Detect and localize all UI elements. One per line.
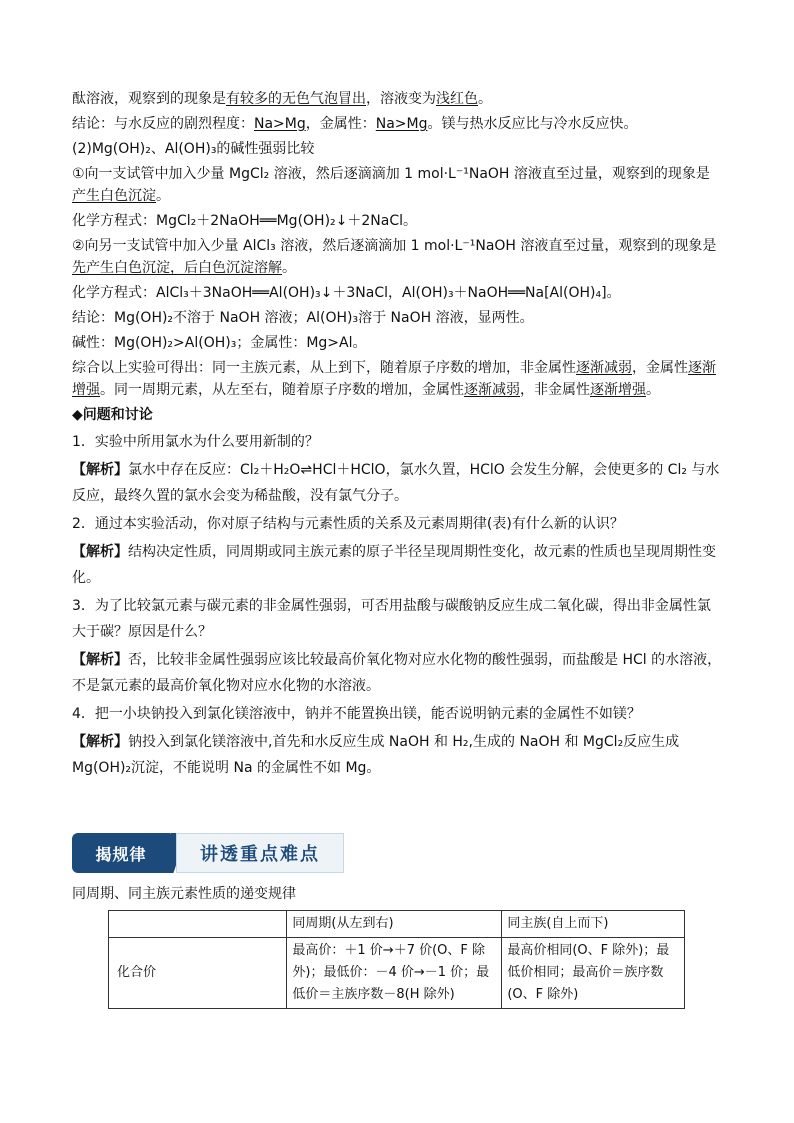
answer [72, 729, 722, 781]
answer-blank: 逐渐减弱 [576, 360, 632, 376]
answer-blank: 产生白色沉淀 [72, 188, 156, 204]
text-line [72, 113, 722, 135]
answer [72, 457, 722, 509]
table-cell: 最高价：＋1 价→＋7 价(O、F 除外)；最低价：－4 价→－1 价；最低价＝主族序数－8(H 除外) [287, 938, 502, 1009]
text-segment: 化学方程式：AlCl₃＋3NaOH══Al(OH)₃↓＋3NaCl，Al(OH)₃＋NaOH══Na[Al(OH)₄]。 [72, 285, 621, 301]
question: 2．通过本实验活动，你对原子结构与元素性质的关系及元素周期律(表)有什么新的认识？ [72, 516, 624, 532]
analysis-tag: 【解析】 [72, 544, 128, 560]
answer-blank: Na>Mg [375, 116, 428, 132]
text-line [72, 88, 722, 110]
text-segment: 化学方程式：MgCl₂＋2NaOH══Mg(OH)₂↓＋2NaCl。 [72, 213, 418, 229]
banner-title: 讲透重点难点 [176, 833, 344, 873]
analysis-text: 氯水中存在反应：Cl₂＋H₂O⇌HCl＋HClO，氯水久置，HClO 会发生分解，会使更多的 Cl₂ 与水反应，最终久置的氯水会变为稀盐酸，没有氯气分子。 [72, 462, 720, 504]
analysis-tag: 【解析】 [72, 462, 128, 478]
table-header-row [109, 911, 685, 938]
text-segment: 。 [646, 382, 660, 398]
text-segment: ①向一支试管中加入少量 MgCl₂ 溶液，然后逐滴滴加 1 mol·L⁻¹NaOH 溶液直至过量，观察到的现象是 [72, 166, 710, 182]
text-line [72, 357, 722, 401]
answer [72, 647, 722, 699]
section-heading: ◆问题和讨论 [72, 407, 153, 423]
text-segment: 。镁与热水反应比与冷水反应快。 [427, 116, 638, 132]
section-banner [72, 833, 344, 873]
text-segment: ②向另一支试管中加入少量 AlCl₃ 溶液，然后逐滴滴加 1 mol·L⁻¹NaOH 溶液直至过量，观察到的现象是 [72, 238, 717, 254]
property-table [108, 910, 685, 1009]
text-line [72, 235, 722, 279]
answer-blank: 有较多的无色气泡冒出 [226, 91, 366, 107]
text-line [72, 163, 722, 207]
text-segment: ，溶液变为 [366, 91, 436, 107]
analysis-text: 钠投入到氯化镁溶液中,首先和水反应生成 NaOH 和 H₂,生成的 NaOH 和 MgCl₂反应生成 Mg(OH)₂沉淀，不能说明 Na 的金属性不如 Mg。 [72, 734, 680, 776]
question: 1．实验中所用氯水为什么要用新制的？ [72, 434, 319, 450]
answer-blank: Na>Mg [254, 116, 306, 132]
experiment-text [72, 88, 722, 401]
text-line [72, 332, 722, 354]
text-line [72, 282, 722, 304]
text-line [72, 307, 722, 329]
banner-label: 揭规律 [72, 833, 170, 873]
text-segment: 。 [478, 91, 492, 107]
answer [72, 539, 722, 591]
table-cell: 最高价相同(O、F 除外)；最低价相同；最高价＝族序数(O、F 除外) [502, 938, 685, 1009]
text-segment: (2)Mg(OH)₂、Al(OH)₃的碱性强弱比较 [72, 141, 315, 157]
text-segment: 。同一周期元素，从左至右，随着原子序数的增加，金属性 [100, 382, 464, 398]
text-segment: 酞溶液，观察到的现象是 [72, 91, 226, 107]
answer-blank: 先产生白色沉淀，后白色沉淀溶解 [72, 260, 282, 276]
text-segment: ，金属性 [632, 360, 688, 376]
analysis-text: 结构决定性质，同周期或同主族元素的原子半径呈现周期性变化，故元素的性质也呈现周期性变化。 [72, 544, 716, 586]
table-title: 同周期、同主族元素性质的递变规律 [72, 886, 296, 902]
analysis-text: 否，比较非金属性强弱应该比较最高价氧化物对应水化物的酸性强弱，而盐酸是 HCl 的水溶液，不是氯元素的最高价氧化物对应水化物的水溶液。 [72, 652, 722, 694]
question: 3．为了比较氯元素与碳元素的非金属性强弱，可否用盐酸与碳酸钠反应生成二氧化碳，得出非金属性氯大于碳？原因是什么？ [72, 598, 711, 640]
table-header-cell [109, 911, 287, 938]
table-cell: 化合价 [109, 938, 287, 1009]
questions-discussion [72, 429, 722, 781]
text-segment: 综合以上实验可得出：同一主族元素，从上到下，随着原子序数的增加，非金属性 [72, 360, 576, 376]
answer-blank: 逐渐减弱 [464, 382, 520, 398]
answer-blank: 逐渐增强 [590, 382, 646, 398]
document-body [72, 88, 722, 783]
text-segment: 结论：与水反应的剧烈程度： [72, 116, 254, 132]
question: 4．把一小块钠投入到氯化镁溶液中，钠并不能置换出镁，能否说明钠元素的金属性不如镁？ [72, 706, 641, 722]
text-segment: ，金属性： [305, 116, 376, 132]
text-segment: 碱性：Mg(OH)₂>Al(OH)₃；金属性：Mg>Al。 [72, 335, 367, 351]
text-line [72, 210, 722, 232]
text-segment: 结论：Mg(OH)₂不溶于 NaOH 溶液；Al(OH)₃溶于 NaOH 溶液，显两性。 [72, 310, 534, 326]
answer-blank: 浅红色 [436, 91, 478, 107]
text-segment: 。 [282, 260, 296, 276]
table-header-cell: 同主族(自上而下) [502, 911, 685, 938]
text-segment: 。 [156, 188, 170, 204]
text-segment: ，非金属性 [520, 382, 590, 398]
answer-blank: 逐渐增强 [72, 360, 716, 398]
analysis-tag: 【解析】 [72, 652, 128, 668]
analysis-tag: 【解析】 [72, 734, 128, 750]
text-line [72, 138, 722, 160]
table-row [109, 938, 685, 1009]
table-header-cell: 同周期(从左到右) [287, 911, 502, 938]
